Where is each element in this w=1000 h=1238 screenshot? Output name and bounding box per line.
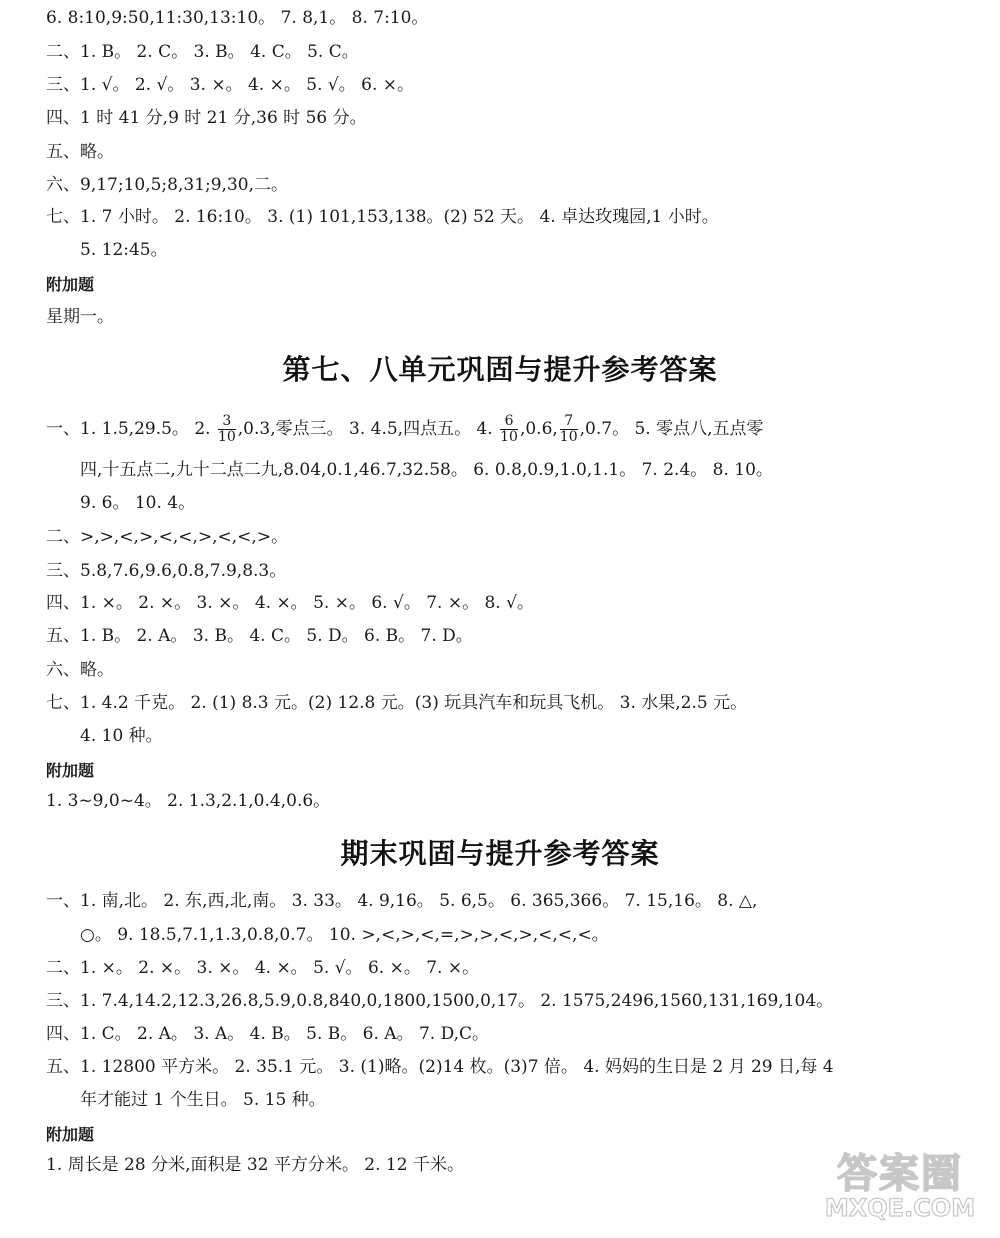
answer-line: 年才能过 1 个生日。 5. 15 种。 — [80, 1090, 326, 1110]
answer-line: 1. 3~9,0~4。 2. 1.3,2.1,0.4,0.6。 — [46, 791, 331, 811]
answer-line: 六、略。 — [46, 660, 114, 680]
answer-line: 三、5.8,7.6,9.6,0.8,7.9,8.3。 — [46, 561, 287, 581]
answer-text: ,0.6, — [519, 419, 558, 439]
answer-line: 四、1. ×。 2. ×。 3. ×。 4. ×。 5. ×。 6. √。 7. ×。 8. √。 — [46, 593, 534, 613]
answer-text: 一、1. 1.5,29.5。 2. — [46, 419, 216, 439]
answer-line: 五、1. 12800 平方米。 2. 35.1 元。 3. (1)略。(2)14 枚。(3)7 倍。 4. 妈妈的生日是 2 月 29 日,每 4 — [46, 1057, 834, 1077]
bonus-heading: 附加题 — [46, 761, 95, 780]
answer-line: 三、1. 7.4,14.2,12.3,26.8,5.9,0.8,840,0,1800,1500,0,17。 2. 1575,2496,1560,131,169,104。 — [46, 991, 834, 1011]
fraction-numerator: 3 — [218, 414, 236, 430]
fraction-numerator: 7 — [560, 414, 578, 430]
fraction — [560, 414, 578, 445]
answer-line: 9. 6。 10. 4。 — [80, 493, 196, 513]
answer-line: 1. 周长是 28 分米,面积是 32 平方分米。 2. 12 千米。 — [46, 1155, 464, 1175]
bonus-heading: 附加题 — [46, 1125, 95, 1144]
answer-line: ○。 9. 18.5,7.1,1.3,0.8,0.7。 10. >,<,>,<,=,>,>,<,>,<,<,<。 — [80, 925, 609, 945]
site-watermark — [810, 1142, 990, 1230]
answer-line: 三、1. √。 2. √。 3. ×。 4. ×。 5. √。 6. ×。 — [46, 75, 414, 95]
fraction-numerator: 6 — [500, 414, 518, 430]
answer-line: 一、1. 南,北。 2. 东,西,北,南。 3. 33。 4. 9,16。 5. 6,5。 6. 365,366。 7. 15,16。 8. △, — [46, 891, 758, 911]
answer-line: 二、1. ×。 2. ×。 3. ×。 4. ×。 5. √。 6. ×。 7. ×。 — [46, 958, 480, 978]
watermark-url: MXQE.COM — [824, 1194, 976, 1222]
answer-line: 二、1. B。 2. C。 3. B。 4. C。 5. C。 — [46, 42, 359, 62]
watermark-logo-text: 答案圈 — [837, 1151, 963, 1197]
answer-line: 二、>,>,<,>,<,<,>,<,<,>。 — [46, 527, 289, 547]
fraction — [500, 414, 518, 445]
fraction-denominator: 10 — [559, 429, 578, 445]
section-title: 第七、八单元巩固与提升参考答案 — [282, 353, 718, 386]
answer-line: 七、1. 4.2 千克。 2. (1) 8.3 元。(2) 12.8 元。(3) 玩具汽车和玩具飞机。 3. 水果,2.5 元。 — [46, 693, 748, 713]
fraction — [218, 414, 236, 445]
answer-line: 4. 10 种。 — [80, 726, 163, 746]
fraction-denominator: 10 — [217, 429, 236, 445]
answer-text: ,0.3,零点三。 3. 4.5,四点五。 4. — [237, 419, 499, 439]
answer-line: 四,十五点二,九十二点二九,8.04,0.1,46.7,32.58。 6. 0.8,0.9,1.0,1.1。 7. 2.4。 8. 10。 — [80, 460, 773, 480]
section-title: 期末巩固与提升参考答案 — [340, 837, 660, 870]
answer-line — [46, 414, 980, 445]
answer-text: ,0.7。 5. 零点八,五点零 — [579, 419, 764, 439]
answer-line: 星期一。 — [46, 307, 114, 327]
answer-line: 五、1. B。 2. A。 3. B。 4. C。 5. D。 6. B。 7. D。 — [46, 626, 473, 646]
answer-line: 五、略。 — [46, 142, 114, 162]
answer-line: 六、9,17;10,5;8,31;9,30,二。 — [46, 175, 288, 195]
answer-line: 四、1 时 41 分,9 时 21 分,36 时 56 分。 — [46, 108, 367, 128]
answer-line: 6. 8:10,9:50,11:30,13:10。 7. 8,1。 8. 7:10。 — [46, 8, 429, 28]
answer-line: 5. 12:45。 — [80, 240, 168, 260]
answer-line: 四、1. C。 2. A。 3. A。 4. B。 5. B。 6. A。 7. D,C。 — [46, 1024, 490, 1044]
fraction-denominator: 10 — [500, 429, 518, 445]
bonus-heading: 附加题 — [46, 275, 95, 294]
answer-line: 七、1. 7 小时。 2. 16:10。 3. (1) 101,153,138。(2) 52 天。 4. 卓达玫瑰园,1 小时。 — [46, 207, 719, 227]
